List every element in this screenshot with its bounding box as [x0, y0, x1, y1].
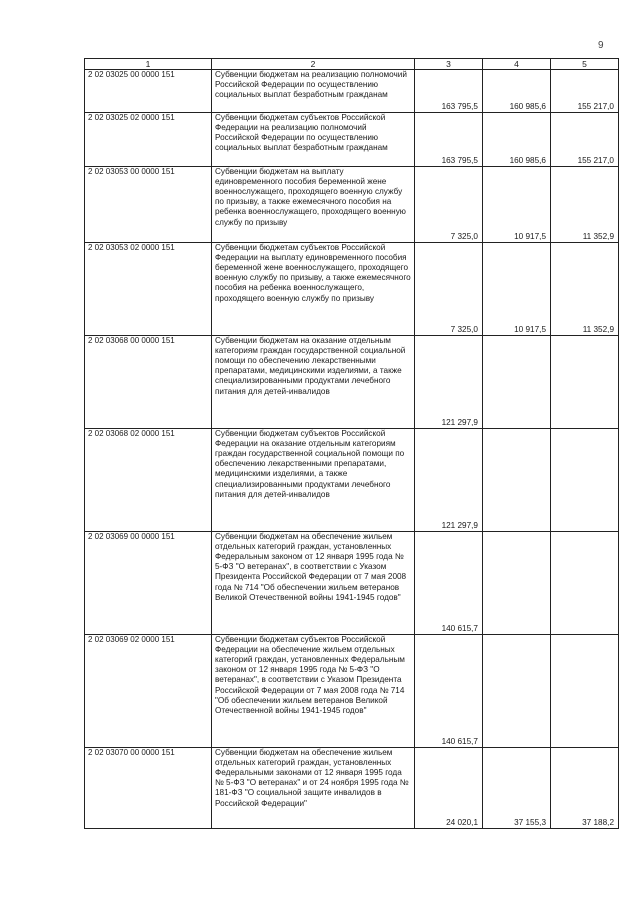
row-description: Субвенции бюджетам на обеспечение жильем отдельных категорий граждан, установленных Федеральным законом от 12 января 1995 года № 5-ФЗ "О ветеранах", в соответствии с Указом Президента Российской Федерации от 7 мая 2008 года № 714 "Об обеспечении жильем ветеранов Великой Отечественной войны 1941-1945 годов" — [212, 532, 415, 635]
page-number: 9 — [598, 40, 604, 51]
amount-col-5 — [551, 532, 619, 635]
row-description: Субвенции бюджетам на выплату единовременного пособия беременной жене военнослужащего, проходящего военную службу по призыву, а также ежемесячного пособия на ребенка военнослужащего, проходящего военную службу по призыву — [212, 167, 415, 243]
amount-col-4 — [483, 635, 551, 748]
table-row — [85, 748, 619, 829]
row-description: Субвенции бюджетам субъектов Российской Федерации на реализацию полномочий Российской Федерации по осуществлению социальных выплат безработным гражданам — [212, 113, 415, 167]
amount-col-3: 163 795,5 — [415, 113, 483, 167]
budget-code: 2 02 03025 02 0000 151 — [85, 113, 212, 167]
amount-col-3: 121 297,9 — [415, 429, 483, 532]
amount-col-5: 155 217,0 — [551, 113, 619, 167]
budget-code: 2 02 03025 00 0000 151 — [85, 70, 212, 113]
budget-table — [84, 58, 619, 829]
table-row — [85, 167, 619, 243]
budget-code: 2 02 03069 02 0000 151 — [85, 635, 212, 748]
table-row — [85, 113, 619, 167]
row-description: Субвенции бюджетам на оказание отдельным категориям граждан государственной социальной помощи по обеспечению лекарственными препаратами, медицинскими изделиями, а также специализированными продуктами лечебного питания для детей-инвалидов — [212, 336, 415, 429]
budget-code: 2 02 03053 02 0000 151 — [85, 243, 212, 336]
table-header-row — [85, 59, 619, 70]
amount-col-4 — [483, 532, 551, 635]
table-row — [85, 243, 619, 336]
row-description: Субвенции бюджетам на реализацию полномочий Российской Федерации по осуществлению социальных выплат безработным гражданам — [212, 70, 415, 113]
header-col-3: 3 — [415, 59, 483, 70]
amount-col-3: 121 297,9 — [415, 336, 483, 429]
budget-code: 2 02 03070 00 0000 151 — [85, 748, 212, 829]
header-col-2: 2 — [212, 59, 415, 70]
table-row — [85, 336, 619, 429]
amount-col-4 — [483, 336, 551, 429]
amount-col-5 — [551, 336, 619, 429]
row-description: Субвенции бюджетам субъектов Российской Федерации на оказание отдельным категориям граждан государственной социальной помощи по обеспечению лекарственными препаратами, медицинскими изделиями, а также специализированными продуктами лечебного питания для детей-инвалидов — [212, 429, 415, 532]
amount-col-5 — [551, 429, 619, 532]
amount-col-4: 37 155,3 — [483, 748, 551, 829]
amount-col-3: 7 325,0 — [415, 243, 483, 336]
row-description: Субвенции бюджетам субъектов Российской Федерации на выплату единовременного пособия беременной жене военнослужащего, проходящего военную службу по призыву, а также ежемесячного пособия на ребенка военнослужащего, проходящего военную службу по призыву — [212, 243, 415, 336]
amount-col-4 — [483, 429, 551, 532]
budget-code: 2 02 03053 00 0000 151 — [85, 167, 212, 243]
amount-col-3: 24 020,1 — [415, 748, 483, 829]
amount-col-5: 11 352,9 — [551, 243, 619, 336]
amount-col-4: 160 985,6 — [483, 70, 551, 113]
budget-code: 2 02 03069 00 0000 151 — [85, 532, 212, 635]
header-col-4: 4 — [483, 59, 551, 70]
table-row — [85, 532, 619, 635]
budget-code: 2 02 03068 02 0000 151 — [85, 429, 212, 532]
amount-col-5: 155 217,0 — [551, 70, 619, 113]
amount-col-3: 140 615,7 — [415, 532, 483, 635]
table-row — [85, 429, 619, 532]
row-description: Субвенции бюджетам на обеспечение жильем отдельных категорий граждан, установленных Федеральными законами от 12 января 1995 года № 5-ФЗ "О ветеранах" и от 24 ноября 1995 года № 181-ФЗ "О социальной защите инвалидов в Российской Федерации" — [212, 748, 415, 829]
amount-col-5: 37 188,2 — [551, 748, 619, 829]
amount-col-3: 7 325,0 — [415, 167, 483, 243]
row-description: Субвенции бюджетам субъектов Российской Федерации на обеспечение жильем отдельных категорий граждан, установленных Федеральным законом от 12 января 1995 года № 5-ФЗ "О ветеранах", в соответствии с Указом Президента Российской Федерации от 7 мая 2008 года № 714 "Об обеспечении жильем ветеранов Великой Отечественной войны 1941-1945 годов" — [212, 635, 415, 748]
budget-code: 2 02 03068 00 0000 151 — [85, 336, 212, 429]
amount-col-3: 140 615,7 — [415, 635, 483, 748]
table-row — [85, 635, 619, 748]
table-row — [85, 70, 619, 113]
header-col-1: 1 — [85, 59, 212, 70]
amount-col-4: 10 917,5 — [483, 243, 551, 336]
amount-col-4: 10 917,5 — [483, 167, 551, 243]
header-col-5: 5 — [551, 59, 619, 70]
amount-col-4: 160 985,6 — [483, 113, 551, 167]
amount-col-5 — [551, 635, 619, 748]
amount-col-5: 11 352,9 — [551, 167, 619, 243]
amount-col-3: 163 795,5 — [415, 70, 483, 113]
